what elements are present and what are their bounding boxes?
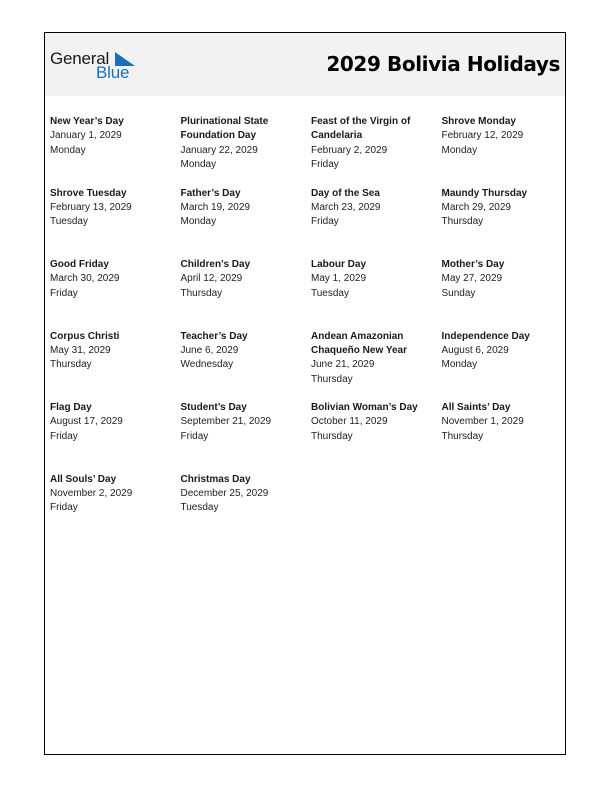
holiday-date: May 31, 2029 [50,344,111,356]
page-frame [44,32,566,755]
logo-text-general: General [50,49,110,68]
holiday-grid [50,115,570,544]
holiday-date: August 17, 2029 [50,416,123,428]
holiday-weekday: Friday [311,159,339,171]
holiday-weekday: Friday [50,287,78,299]
holiday-name: Bolivian Woman’s Day [311,402,418,413]
holiday-weekday: Thursday [50,359,92,371]
holiday-name: Day of the Sea [311,187,380,199]
holiday-entry [50,473,181,545]
header-band [45,33,565,96]
holiday-entry [311,330,442,402]
holiday-weekday: Tuesday [50,216,88,228]
holiday-entry [181,473,312,545]
holiday-weekday: Friday [180,430,209,442]
holiday-name: Plurinational State Foundation Day [180,116,269,142]
holiday-weekday: Friday [50,430,78,442]
holiday-entry [442,187,573,259]
holiday-name: Feast of the Virgin of Candelaria [311,116,411,142]
holiday-entry [442,258,573,330]
holiday-name: Shrove Tuesday [50,187,127,199]
holiday-entry [181,187,312,259]
holiday-weekday: Monday [441,144,478,156]
holiday-date: February 12, 2029 [441,130,524,142]
holiday-weekday: Friday [50,502,78,514]
holiday-date: May 27, 2029 [441,273,503,285]
holiday-name: Mother’s Day [441,259,505,270]
holiday-weekday: Monday [441,359,478,371]
holiday-weekday: Thursday [311,373,353,385]
holiday-name: All Souls’ Day [50,473,117,485]
holiday-entry [50,330,181,402]
holiday-weekday: Sunday [441,287,476,299]
holiday-weekday: Wednesday [180,359,234,371]
holiday-name: Christmas Day [180,473,251,485]
holiday-entry [50,115,181,187]
holiday-weekday: Monday [50,144,86,156]
holiday-weekday: Thursday [311,430,353,442]
holiday-date: March 29, 2029 [441,201,511,213]
holiday-entry [50,187,181,259]
holiday-entry [181,258,312,330]
holiday-date: November 1, 2029 [441,416,524,428]
holiday-weekday: Tuesday [311,287,349,299]
holiday-entry [311,187,442,259]
holiday-weekday: Tuesday [180,502,219,514]
holiday-entry [442,401,573,473]
holiday-weekday: Friday [311,216,339,228]
holiday-name: Shrove Monday [441,116,516,127]
holiday-weekday: Thursday [441,430,484,442]
page-title: 2029 Bolivia Holidays [326,52,560,76]
holiday-name: Corpus Christi [50,330,120,342]
holiday-entry [311,115,442,187]
holiday-name: Maundy Thursday [441,187,528,199]
holiday-entry [311,258,442,330]
holiday-date: March 19, 2029 [180,201,250,213]
holiday-entry [311,401,442,473]
holiday-entry [442,115,573,187]
holiday-date: November 2, 2029 [50,487,133,499]
holiday-name: Father’s Day [180,187,241,199]
holiday-name: Independence Day [441,330,530,342]
holiday-date: June 6, 2029 [180,344,239,356]
holiday-entry [181,330,312,402]
holiday-date: January 22, 2029 [180,144,258,156]
holiday-date: September 21, 2029 [180,416,272,428]
holiday-name: Teacher’s Day [180,330,248,342]
holiday-weekday: Monday [180,159,217,171]
holiday-entry [181,115,312,187]
holiday-name: Children’s Day [180,259,251,270]
holiday-date: February 13, 2029 [50,201,132,213]
holiday-entry [50,401,181,473]
holiday-name: Good Friday [50,259,109,270]
holiday-date: August 6, 2029 [441,344,509,356]
holiday-entry [181,401,312,473]
logo-text-blue: Blue [96,63,130,82]
holiday-name: Labour Day [311,259,367,270]
holiday-weekday: Thursday [180,287,223,299]
holiday-name: New Year’s Day [50,116,124,127]
holiday-date: May 1, 2029 [311,273,367,285]
holiday-entry [50,258,181,330]
holiday-entry [442,330,573,402]
holiday-date: December 25, 2029 [180,487,269,499]
holiday-name: All Saints’ Day [441,402,511,413]
holiday-date: February 2, 2029 [311,144,388,156]
holiday-name: Flag Day [50,402,92,413]
holiday-date: June 21, 2029 [311,359,375,371]
holiday-weekday: Thursday [441,216,484,228]
holiday-name: Student’s Day [180,402,247,413]
holiday-date: October 11, 2029 [311,416,388,428]
holiday-name: Andean Amazonian Chaqueño New Year [311,330,407,356]
holiday-date: April 12, 2029 [180,273,243,285]
holiday-date: January 1, 2029 [50,130,122,142]
generalblue-logo [50,49,160,83]
holiday-weekday: Monday [180,216,217,228]
holiday-date: March 30, 2029 [50,273,120,285]
holiday-date: March 23, 2029 [311,201,381,213]
